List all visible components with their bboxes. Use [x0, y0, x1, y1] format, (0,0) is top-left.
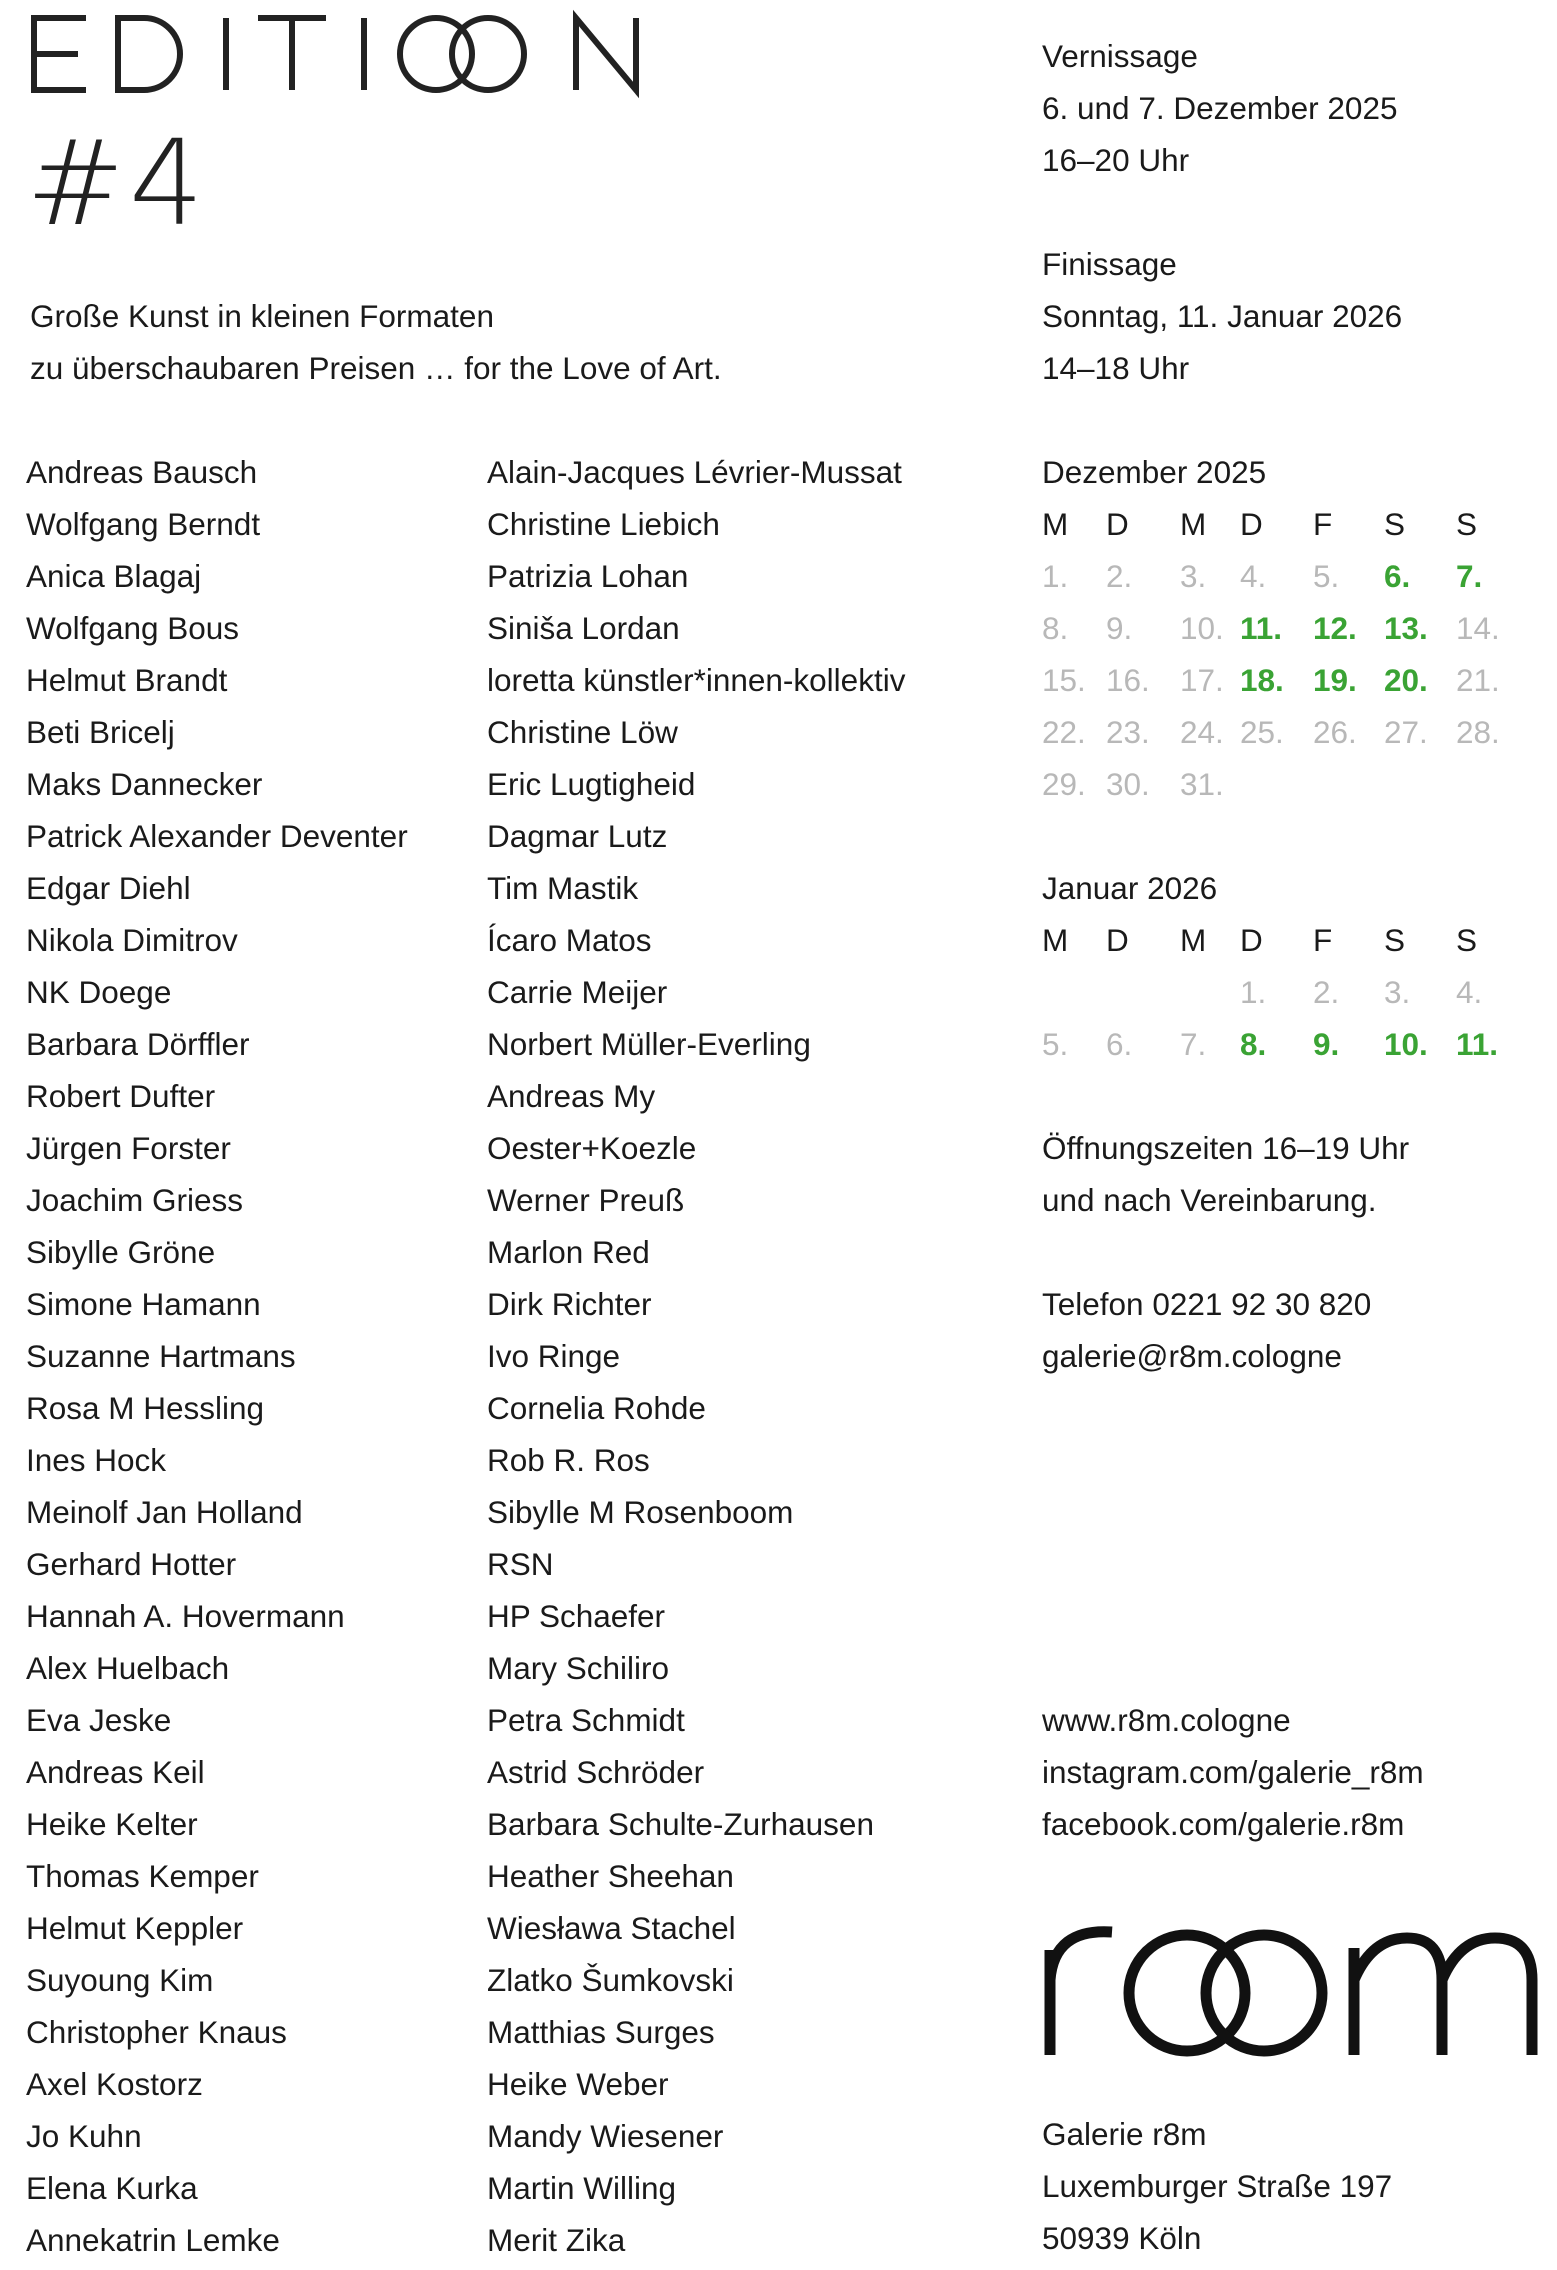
opening-hours — [1042, 1122, 1409, 1382]
calendar-day: 28. — [1456, 714, 1500, 750]
artist-name: Mary Schiliro — [487, 1650, 670, 1686]
calendar-day-open: 8. — [1240, 1026, 1267, 1062]
calendar-day-open: 11. — [1456, 1026, 1499, 1062]
calendar-day-open: 7. — [1456, 558, 1483, 594]
room-logo — [1042, 1920, 1542, 2060]
tagline-line-1: Große Kunst in kleinen Formaten — [30, 298, 494, 334]
calendar-day: 1. — [1042, 558, 1069, 594]
phone: Telefon 0221 92 30 820 — [1042, 1286, 1372, 1322]
calendar-day: 3. — [1180, 558, 1207, 594]
weekday-label: D — [1106, 922, 1129, 958]
calendar-day: 26. — [1313, 714, 1357, 750]
room-logo-graphic — [1042, 1920, 1542, 2060]
artist-name: Beti Bricelj — [26, 714, 175, 750]
artist-name: Gerhard Hotter — [26, 1546, 237, 1582]
artist-name: Zlatko Šumkovski — [487, 1962, 734, 1998]
artist-name: Cornelia Rohde — [487, 1390, 706, 1426]
calendar-week-row — [1042, 654, 1542, 706]
artist-name: Patrizia Lohan — [487, 558, 689, 594]
weekday-label: M — [1042, 506, 1069, 542]
calendar-day: 24. — [1180, 714, 1224, 750]
artist-name: Marlon Red — [487, 1234, 650, 1270]
artist-name: Edgar Diehl — [26, 870, 191, 906]
weekday-label: S — [1384, 922, 1406, 958]
calendar-day: 30. — [1106, 766, 1150, 802]
calendar-day: 8. — [1042, 610, 1069, 646]
artist-name: Joachim Griess — [26, 1182, 244, 1218]
artist-name: Andreas Keil — [26, 1754, 205, 1790]
calendar-day-open: 19. — [1313, 662, 1357, 698]
artist-name: Heike Kelter — [26, 1806, 198, 1842]
artist-name: Suzanne Hartmans — [26, 1338, 296, 1374]
tagline — [30, 290, 722, 394]
instagram-link[interactable]: instagram.com/galerie_r8m — [1042, 1754, 1424, 1790]
artist-name: Petra Schmidt — [487, 1702, 685, 1738]
calendar-day: 7. — [1180, 1026, 1207, 1062]
artist-name: Carrie Meijer — [487, 974, 668, 1010]
artist-name: Rosa M Hessling — [26, 1390, 265, 1426]
artists-column-2 — [487, 446, 905, 2266]
calendar-day: 15. — [1042, 662, 1086, 698]
vernissage-time: 16–20 Uhr — [1042, 142, 1190, 178]
artist-name: Sibylle Gröne — [26, 1234, 216, 1270]
website-link[interactable]: www.r8m.cologne — [1042, 1702, 1291, 1738]
calendar-day: 25. — [1240, 714, 1284, 750]
calendar-week-row — [1042, 706, 1542, 758]
calendar-day: 2. — [1106, 558, 1133, 594]
artist-name: Meinolf Jan Holland — [26, 1494, 303, 1530]
calendar-day: 16. — [1106, 662, 1150, 698]
artist-name: Eric Lugtigheid — [487, 766, 696, 802]
calendar-month-title: Januar 2026 — [1042, 870, 1218, 906]
calendar-weekdays — [1042, 498, 1542, 550]
artist-name: Merit Zika — [487, 2222, 626, 2258]
artist-name: Eva Jeske — [26, 1702, 172, 1738]
calendar-block — [1042, 446, 1542, 1070]
weekday-label: F — [1313, 922, 1333, 958]
artist-name: Anica Blagaj — [26, 558, 202, 594]
artist-name: Suyoung Kim — [26, 1962, 214, 1998]
address-name: Galerie r8m — [1042, 2116, 1207, 2152]
artist-name: Simone Hamann — [26, 1286, 261, 1322]
artist-name: Christine Liebich — [487, 506, 720, 542]
calendar-day: 4. — [1456, 974, 1483, 1010]
calendar-day: 6. — [1106, 1026, 1133, 1062]
calendar-day: 22. — [1042, 714, 1086, 750]
artist-name: Andreas My — [487, 1078, 656, 1114]
calendar-day-open: 18. — [1240, 662, 1284, 698]
calendar-day-open: 12. — [1313, 610, 1357, 646]
calendar-day: 31. — [1180, 766, 1224, 802]
calendar-week-row — [1042, 758, 1542, 810]
artist-name: Alain-Jacques Lévrier-Mussat — [487, 454, 902, 490]
artist-name: Oester+Koezle — [487, 1130, 697, 1166]
artist-name: Sibylle M Rosenboom — [487, 1494, 794, 1530]
hours-line-1: Öffnungszeiten 16–19 Uhr — [1042, 1130, 1410, 1166]
artist-name: Hannah A. Hovermann — [26, 1598, 345, 1634]
artist-name: Astrid Schröder — [487, 1754, 705, 1790]
artist-name: Matthias Surges — [487, 2014, 715, 2050]
weekday-label: D — [1240, 922, 1263, 958]
artist-name: Heike Weber — [487, 2066, 669, 2102]
artist-name: Alex Huelbach — [26, 1650, 230, 1686]
weekday-label: M — [1180, 506, 1207, 542]
artist-name: Wolfgang Berndt — [26, 506, 261, 542]
weekday-label: M — [1180, 922, 1207, 958]
artist-name: loretta künstler*innen-kollektiv — [487, 662, 906, 698]
artist-name: Dirk Richter — [487, 1286, 652, 1322]
calendar-day: 5. — [1313, 558, 1340, 594]
vernissage-date: 6. und 7. Dezember 2025 — [1042, 90, 1398, 126]
artist-name: Barbara Dörffler — [26, 1026, 250, 1062]
artist-name: Patrick Alexander Deventer — [26, 818, 408, 854]
calendar-day-open: 20. — [1384, 662, 1428, 698]
calendar-day — [1313, 758, 1384, 810]
calendar-day: 2. — [1313, 974, 1340, 1010]
artist-name: Dagmar Lutz — [487, 818, 668, 854]
calendar-month-title: Dezember 2025 — [1042, 454, 1267, 490]
artist-name: Christine Löw — [487, 714, 678, 750]
spacer — [1042, 1226, 1409, 1278]
artist-name: Tim Mastik — [487, 870, 639, 906]
artist-name: Robert Dufter — [26, 1078, 216, 1114]
calendar-day: 10. — [1180, 610, 1224, 646]
weekday-label: S — [1384, 506, 1406, 542]
artist-name: Werner Preuß — [487, 1182, 685, 1218]
artist-name: Rob R. Ros — [487, 1442, 650, 1478]
spacer — [1042, 810, 1542, 862]
calendar-day: 17. — [1180, 662, 1224, 698]
artist-name: RSN — [487, 1546, 554, 1582]
artist-name: Andreas Bausch — [26, 454, 258, 490]
edition-number: #4 — [26, 114, 208, 252]
weekday-label: D — [1106, 506, 1129, 542]
artist-name: Wolfgang Bous — [26, 610, 240, 646]
calendar-day-open: 9. — [1313, 1026, 1340, 1062]
events-block — [1042, 30, 1402, 394]
artist-name: Jo Kuhn — [26, 2118, 142, 2154]
artist-name: Ines Hock — [26, 1442, 167, 1478]
calendar-day: 27. — [1384, 714, 1428, 750]
calendar-week-row — [1042, 1018, 1542, 1070]
artist-name: Martin Willing — [487, 2170, 677, 2206]
artist-name: Nikola Dimitrov — [26, 922, 238, 958]
finissage-time: 14–18 Uhr — [1042, 350, 1190, 386]
social-links — [1042, 1694, 1424, 1850]
artist-name: Axel Kostorz — [26, 2066, 203, 2102]
calendar-day: 5. — [1042, 1026, 1069, 1062]
artist-name: Ícaro Matos — [487, 922, 652, 958]
calendar-week-row — [1042, 602, 1542, 654]
calendar-day — [1240, 758, 1313, 810]
calendar-day: 14. — [1456, 610, 1500, 646]
calendar-week-row — [1042, 550, 1542, 602]
facebook-link[interactable]: facebook.com/galerie.r8m — [1042, 1806, 1405, 1842]
weekday-label: S — [1456, 506, 1478, 542]
artist-name: HP Schaefer — [487, 1598, 666, 1634]
calendar-weekdays — [1042, 914, 1542, 966]
address-city: 50939 Köln — [1042, 2220, 1202, 2256]
calendar-day-open: 13. — [1384, 610, 1428, 646]
weekday-label: M — [1042, 922, 1069, 958]
artist-name: Annekatrin Lemke — [26, 2222, 280, 2258]
artist-name: Heather Sheehan — [487, 1858, 734, 1894]
artist-name: Maks Dannecker — [26, 766, 263, 802]
artist-name: Ivo Ringe — [487, 1338, 621, 1374]
finissage-date: Sonntag, 11. Januar 2026 — [1042, 298, 1403, 334]
artist-name: NK Doege — [26, 974, 172, 1010]
artist-name: Christopher Knaus — [26, 2014, 287, 2050]
address-street: Luxemburger Straße 197 — [1042, 2168, 1393, 2204]
calendar-day: 23. — [1106, 714, 1150, 750]
calendar-day-open: 6. — [1384, 558, 1411, 594]
artists-column-1 — [26, 446, 408, 2266]
edition-logotype — [26, 0, 666, 110]
artist-name: Jürgen Forster — [26, 1130, 231, 1166]
artist-name: Wiesława Stachel — [487, 1910, 736, 1946]
vernissage-label: Vernissage — [1042, 38, 1198, 74]
finissage-label: Finissage — [1042, 246, 1177, 282]
spacer — [1042, 186, 1402, 238]
calendar-day: 9. — [1106, 610, 1133, 646]
calendar-day: 1. — [1240, 974, 1267, 1010]
calendar-day — [1106, 966, 1180, 1018]
calendar-day-open: 10. — [1384, 1026, 1428, 1062]
artist-name: Siniša Lordan — [487, 610, 680, 646]
artist-name: Mandy Wiesener — [487, 2118, 724, 2154]
calendar-day — [1384, 758, 1456, 810]
calendar-day: 29. — [1042, 766, 1086, 802]
artist-name: Helmut Brandt — [26, 662, 228, 698]
calendar-day: 3. — [1384, 974, 1411, 1010]
artist-name: Barbara Schulte-Zurhausen — [487, 1806, 874, 1842]
tagline-line-2: zu überschaubaren Preisen … for the Love of Art. — [30, 350, 722, 386]
calendar-day — [1180, 966, 1240, 1018]
weekday-label: S — [1456, 922, 1478, 958]
calendar-day: 21. — [1456, 662, 1500, 698]
address-block — [1042, 2108, 1392, 2264]
calendar-week-row — [1042, 966, 1542, 1018]
artist-name: Helmut Keppler — [26, 1910, 244, 1946]
calendar-day-open: 11. — [1240, 610, 1283, 646]
weekday-label: F — [1313, 506, 1333, 542]
calendar-day — [1042, 966, 1106, 1018]
artist-name: Thomas Kemper — [26, 1858, 259, 1894]
artist-name: Elena Kurka — [26, 2170, 198, 2206]
weekday-label: D — [1240, 506, 1263, 542]
calendar-day: 4. — [1240, 558, 1267, 594]
email-link[interactable]: galerie@r8m.cologne — [1042, 1338, 1342, 1374]
artist-name: Norbert Müller-Everling — [487, 1026, 811, 1062]
calendar-day — [1456, 758, 1516, 810]
hours-line-2: und nach Vereinbarung. — [1042, 1182, 1377, 1218]
